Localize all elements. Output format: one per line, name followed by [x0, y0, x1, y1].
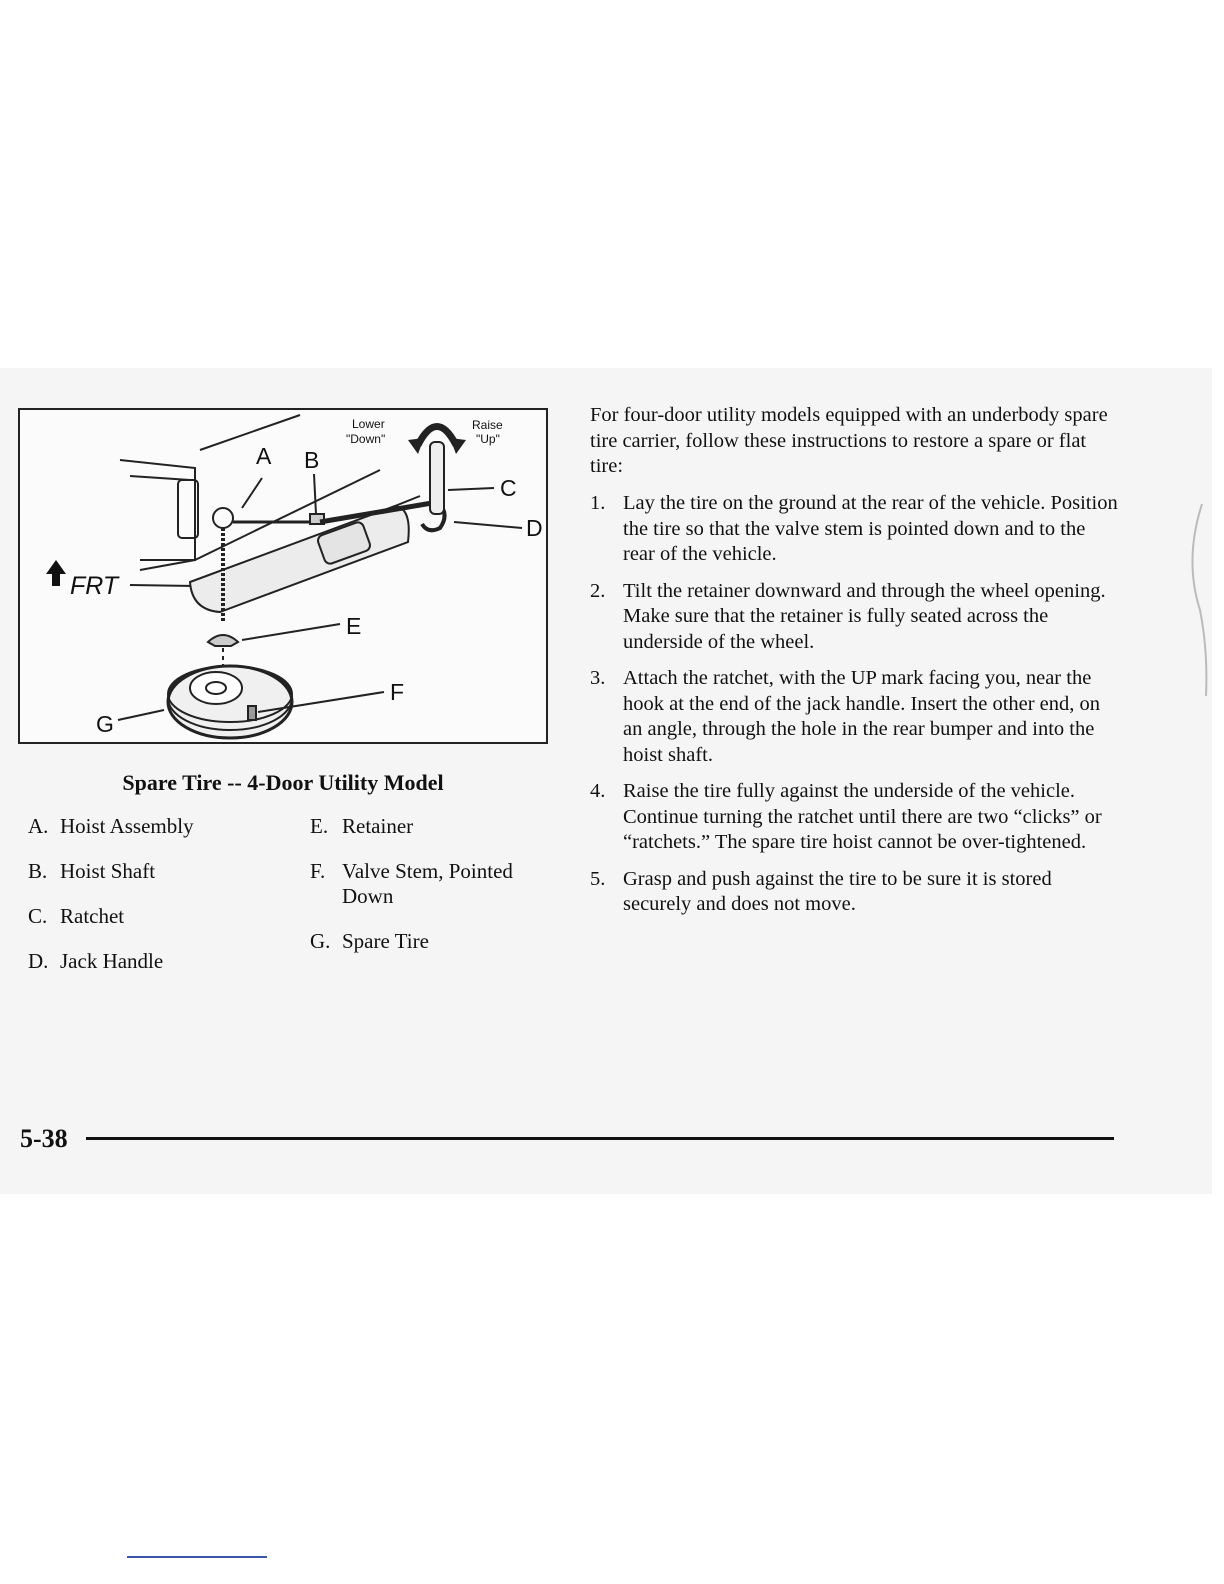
legend-key: F. [310, 859, 326, 883]
step-text: Raise the tire fully against the underside of the vehicle. Continue turning the ratchet until there are two “clicks” or “ratchets.” The spare tire hoist cannot be over-tightened. [623, 780, 1102, 853]
leader-e [242, 624, 340, 640]
step-number: 4. [590, 780, 606, 802]
label-e: E [346, 613, 362, 639]
legend-item [28, 904, 288, 929]
legend-item [28, 814, 288, 839]
hoist-assembly [213, 508, 233, 528]
legend-item [310, 929, 550, 954]
binding-edge-line [1192, 504, 1206, 696]
legend-item [28, 949, 288, 974]
ratchet [430, 442, 444, 514]
binding-edge-mark [1178, 500, 1208, 700]
legend-key: G. [310, 929, 331, 953]
legend-item [310, 859, 550, 909]
label-raise: Raise [472, 418, 503, 432]
step-item [590, 579, 1118, 656]
legend-text: Jack Handle [60, 949, 164, 973]
bottom-link-rule [127, 1556, 267, 1558]
label-d: D [526, 515, 543, 541]
step-number: 2. [590, 579, 606, 602]
legend-text: Hoist Assembly [60, 814, 194, 838]
step-number: 3. [590, 667, 606, 689]
body-line-top [200, 415, 300, 450]
intro-paragraph: For four-door utility models equipped with an underbody spare tire carrier, follow these instructions to restore a spare or flat tire: [590, 404, 1108, 477]
spare-tire-illustration [18, 408, 548, 744]
legend-text: Retainer [342, 814, 414, 838]
legend-right-column [310, 814, 550, 974]
rotation-arrow-head-right [450, 438, 466, 454]
legend-text: Valve Stem, Pointed Down [342, 859, 513, 908]
front-arrow-icon [46, 560, 66, 586]
figure-caption: Spare Tire -- 4-Door Utility Model [122, 770, 444, 795]
label-lower: Lower [352, 417, 385, 431]
legend-key: E. [310, 814, 329, 838]
label-a: A [256, 443, 272, 469]
page-number: 5-38 [20, 1124, 68, 1153]
leader-g [118, 710, 164, 720]
legend-text: Spare Tire [342, 929, 429, 953]
label-b: B [304, 447, 320, 473]
legend-left-column [28, 814, 288, 994]
label-f: F [390, 679, 405, 705]
wheel-rim [190, 672, 242, 704]
footer-rule [86, 1137, 1114, 1140]
step-number: 1. [590, 492, 606, 514]
leader-a [242, 478, 262, 508]
step-item [590, 779, 1118, 856]
legend-text: Ratchet [60, 904, 125, 928]
leader-b [314, 474, 316, 514]
legend-key: A. [28, 814, 49, 838]
spare-tire-diagram [20, 410, 548, 744]
retainer [208, 635, 238, 646]
label-raise-direction: "Up" [476, 432, 500, 446]
leader-d [454, 522, 522, 528]
legend-item [28, 859, 288, 884]
legend-item [310, 814, 550, 839]
step-number: 5. [590, 867, 606, 890]
instruction-steps [590, 491, 1118, 929]
legend-key: B. [28, 859, 48, 883]
label-g: G [96, 711, 114, 737]
step-text: Attach the ratchet, with the UP mark facing you, near the hook at the end of the jack handle. Insert the other end, on an angle, through the hole in the rear bumper and into the hoist shaft. [623, 667, 1101, 766]
rotation-arrow-head-left [408, 438, 424, 454]
label-c: C [500, 475, 517, 501]
leader-c [448, 488, 494, 490]
step-item [590, 491, 1118, 568]
step-text: Lay the tire on the ground at the rear of the vehicle. Position the tire so that the valve stem is pointed down and to the rear of the vehicle. [623, 492, 1118, 565]
label-lower-direction: "Down" [346, 432, 386, 446]
step-item [590, 666, 1118, 768]
legend-text: Hoist Shaft [60, 859, 156, 883]
step-text: Grasp and push against the tire to be sure it is stored securely and does not move. [623, 867, 1052, 915]
step-item [590, 867, 1118, 918]
valve-stem [248, 706, 256, 720]
legend-key: C. [28, 904, 48, 928]
label-frt: FRT [70, 572, 119, 600]
step-text: Tilt the retainer downward and through the wheel opening. Make sure that the retainer is fully seated across the underside of the wheel. [623, 579, 1106, 653]
legend-key: D. [28, 949, 49, 973]
